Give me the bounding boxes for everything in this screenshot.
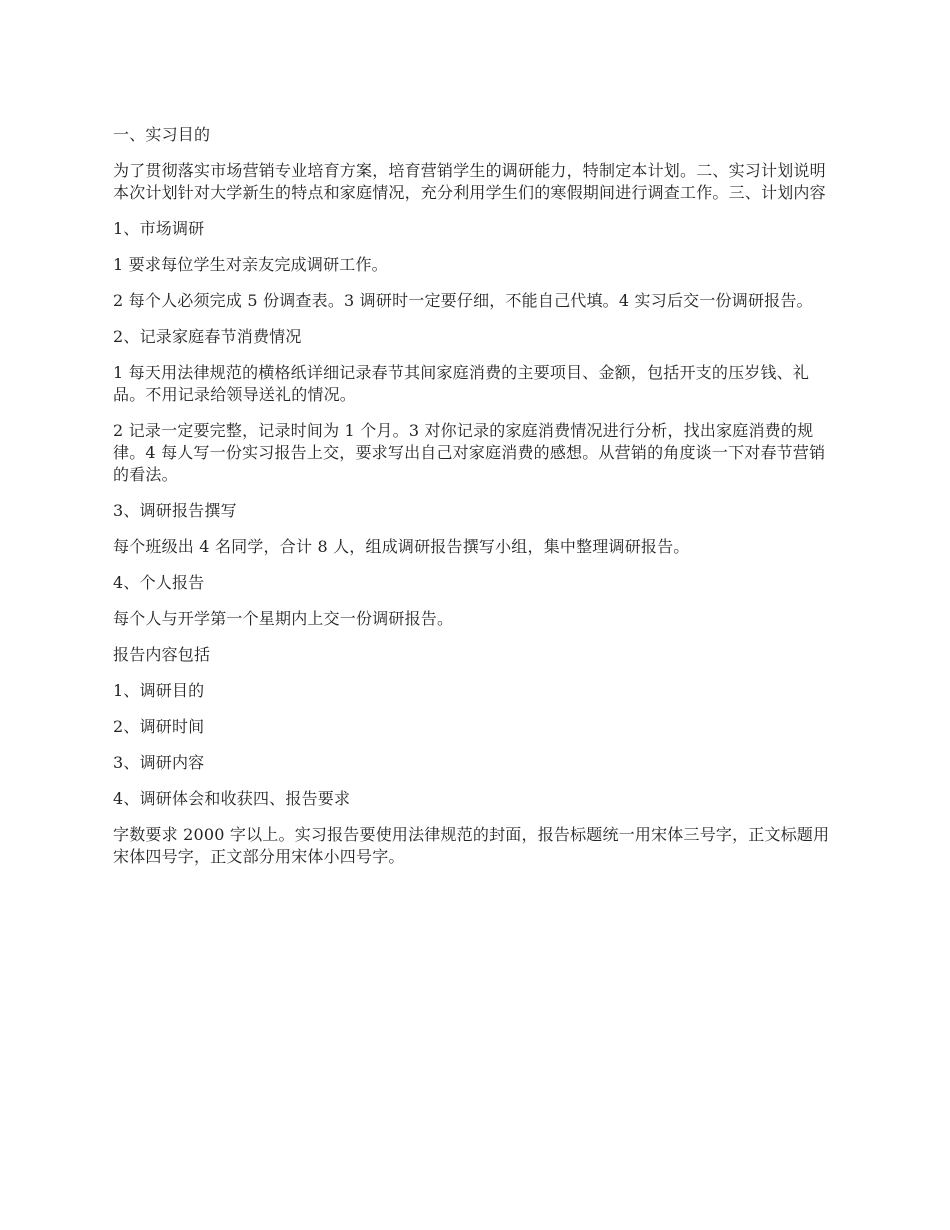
heading-family-spending: 2、记录家庭春节消费情况 bbox=[113, 327, 302, 346]
heading-internship-purpose: 一、实习目的 bbox=[113, 125, 211, 144]
heading-report-writing: 3、调研报告撰写 bbox=[113, 501, 237, 520]
heading-market-research: 1、市场调研 bbox=[113, 219, 205, 238]
item-record-analysis: 2 记录一定要完整，记录时间为 1 个月。3 对你记录的家庭消费情况进行分析，找出家庭消费的规律。4 每人写一份实习报告上交，要求写出自己对家庭消费的感想。从营销的角度谈一下对春节营销的看法。 bbox=[113, 421, 826, 484]
paragraph-report-contents-intro: 报告内容包括 bbox=[113, 645, 211, 664]
list-item-research-purpose: 1、调研目的 bbox=[113, 681, 205, 700]
paragraph-report-format: 字数要求 2000 字以上。实习报告要使用法律规范的封面，报告标题统一用宋体三号字，正文标题用宋体四号字，正文部分用宋体小四号字。 bbox=[113, 825, 830, 866]
list-item-research-experience: 4、调研体会和收获四、报告要求 bbox=[113, 789, 351, 808]
item-research-requirement: 1 要求每位学生对亲友完成调研工作。 bbox=[113, 255, 388, 274]
list-item-research-time: 2、调研时间 bbox=[113, 717, 205, 736]
paragraph-writing-group: 每个班级出 4 名同学，合计 8 人，组成调研报告撰写小组，集中整理调研报告。 bbox=[113, 537, 690, 556]
list-item-research-content: 3、调研内容 bbox=[113, 753, 205, 772]
item-daily-record: 1 每天用法律规范的横格纸详细记录春节其间家庭消费的主要项目、金额，包括开支的压岁钱、礼品。不用记录给领导送礼的情况。 bbox=[113, 363, 810, 404]
paragraph-purpose-and-plan: 为了贯彻落实市场营销专业培育方案，培育营销学生的调研能力，特制定本计划。二、实习计划说明本次计划针对大学新生的特点和家庭情况，充分利用学生们的寒假期间进行调查工作。三、计划内容 bbox=[113, 161, 826, 202]
item-survey-requirements: 2 每个人必须完成 5 份调查表。3 调研时一定要仔细，不能自己代填。4 实习后交一份调研报告。 bbox=[113, 291, 813, 310]
paragraph-report-deadline: 每个人与开学第一个星期内上交一份调研报告。 bbox=[113, 609, 454, 628]
heading-personal-report: 4、个人报告 bbox=[113, 573, 205, 592]
